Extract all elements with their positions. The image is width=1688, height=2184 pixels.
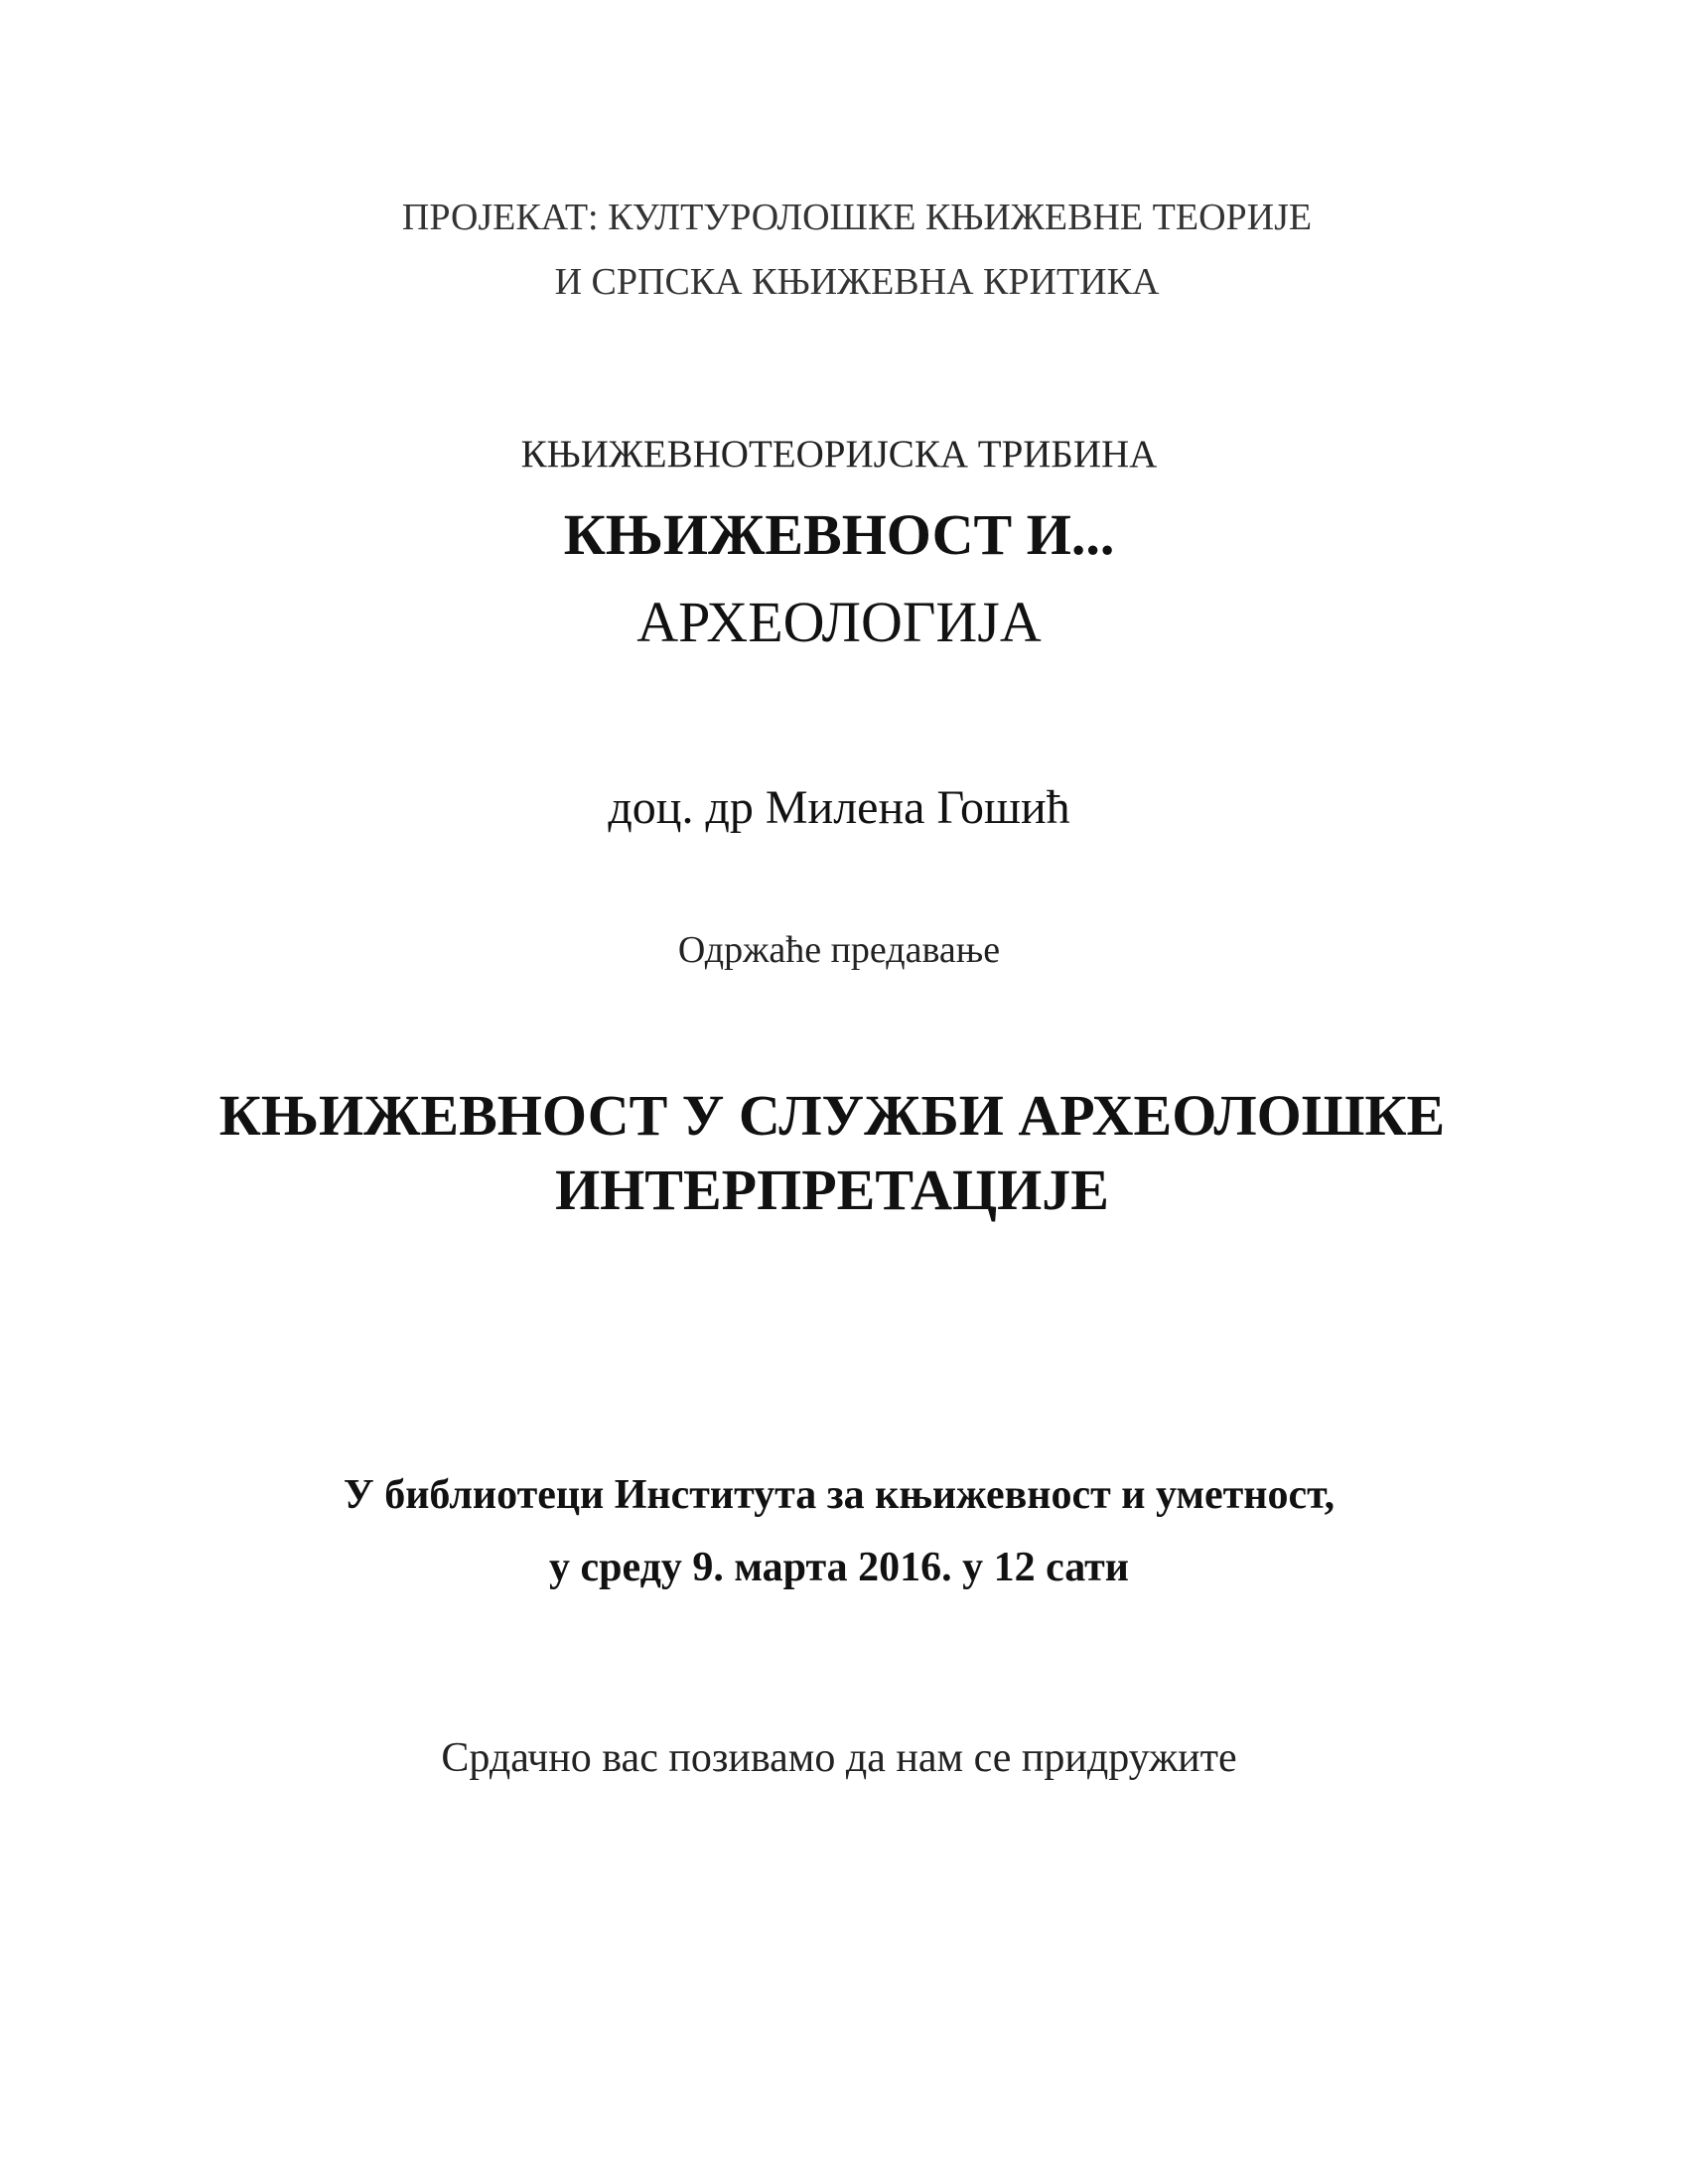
invitation-text: Срдачно вас позивамо да нам се придружите [441, 1735, 1237, 1781]
lecture-title-line-2: ИНТЕРПРЕТАЦИЈЕ [555, 1158, 1109, 1222]
series-title: КЊИЖЕВНОСТ И... [563, 502, 1115, 567]
lecturer-name: доц. др Милена Гошић [608, 781, 1070, 834]
venue-date-time: у среду 9. марта 2016. у 12 сати [548, 1545, 1129, 1590]
lecture-intro: Одржаће предавање [677, 929, 1001, 971]
project-title-line-1: ПРОЈЕКАТ: КУЛТУРОЛОШКЕ КЊИЖЕВНЕ ТЕОРИЈЕ [401, 197, 1313, 238]
tribune-label: КЊИЖЕВНОТЕОРИЈСКА ТРИБИНА [520, 433, 1158, 476]
venue-line-1: У библиотеци Института за књижевност и уметност, [343, 1472, 1336, 1518]
lecture-title-line-1: КЊИЖЕВНОСТ У СЛУЖБИ АРХЕОЛОШКЕ [218, 1083, 1446, 1148]
series-topic: АРХЕОЛОГИЈА [636, 590, 1042, 654]
project-title-line-2: И СРПСКА КЊИЖЕВНА КРИТИКА [554, 261, 1160, 303]
